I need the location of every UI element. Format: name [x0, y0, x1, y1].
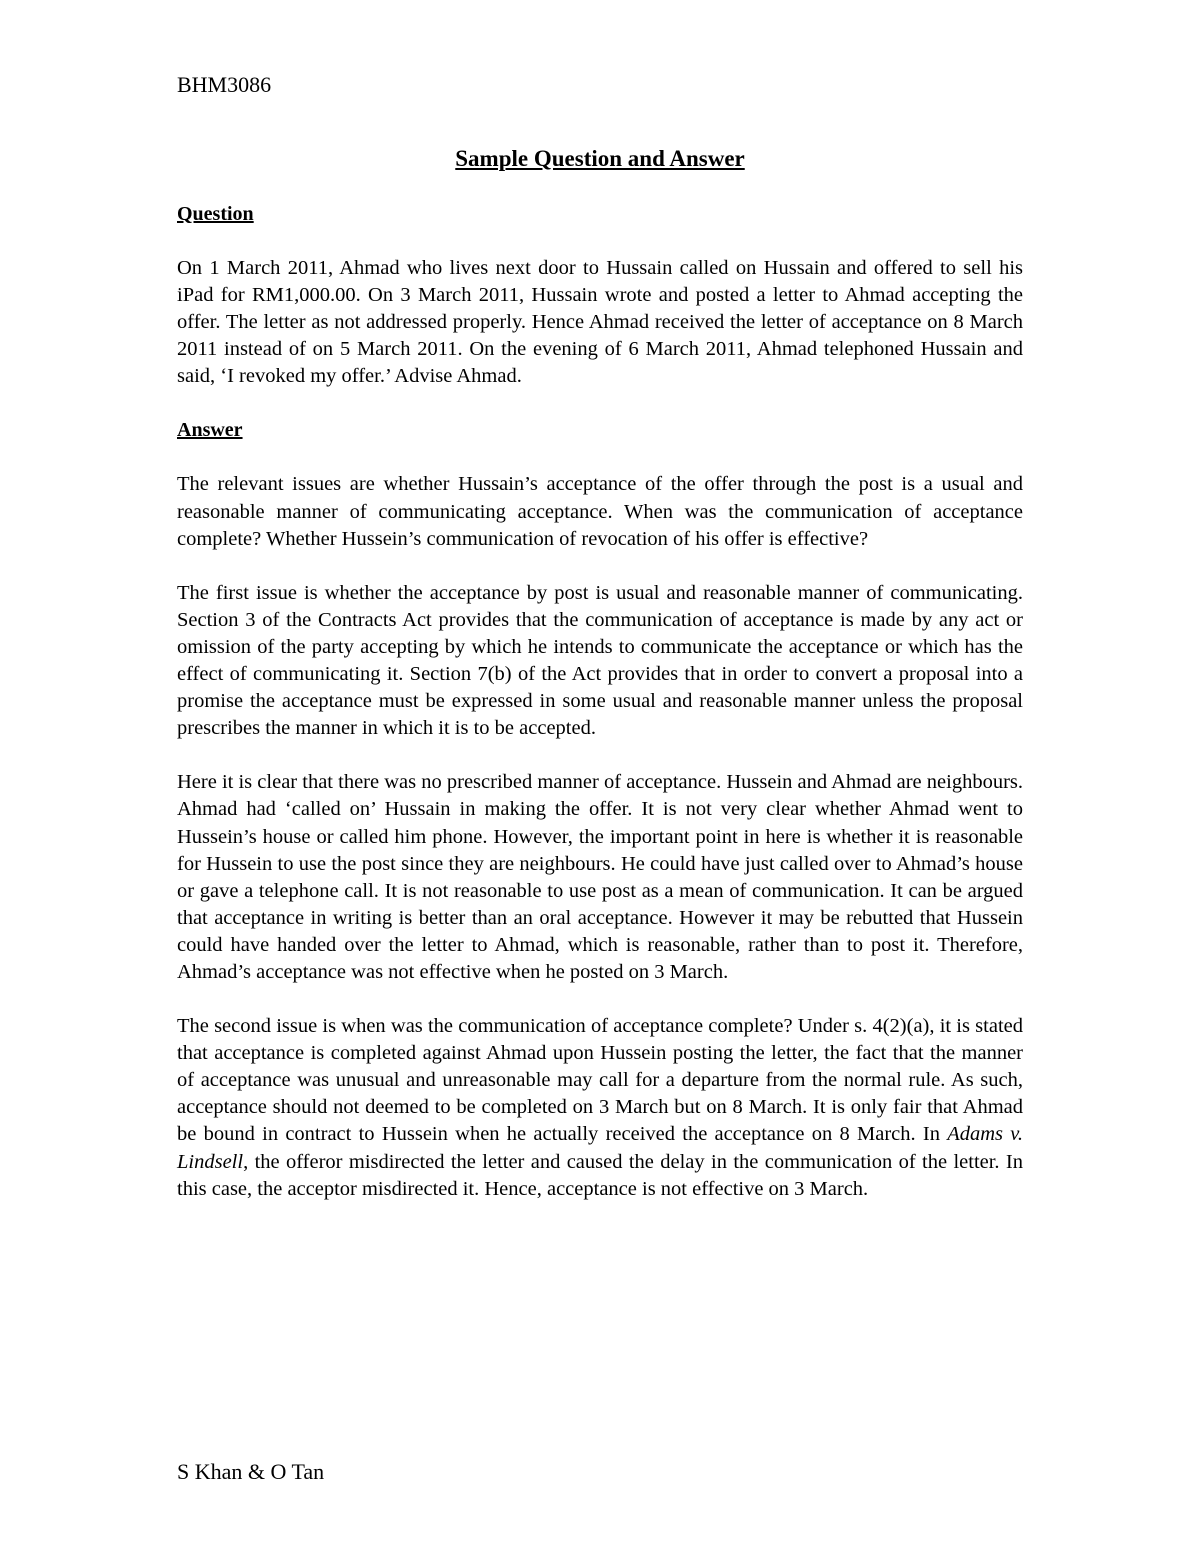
answer-heading: Answer: [177, 419, 243, 442]
document-body: [177, 201, 1023, 1203]
authors-footer: S Khan & O Tan: [177, 1459, 325, 1484]
question-text: On 1 March 2011, Ahmad who lives next door to Hussain called on Hussain and offered to sell his iPad for RM1,000.00. On 3 March 2011, Hussain wrote and posted a letter to Ahmad accepting the offer. The letter as not addressed properly. Hence Ahmad received the letter of acceptance on 8 March 2011 instead of on 5 March 2011. On the evening of 6 March 2011, Ahmad telephoned Hussain and said, ‘I revoked my offer.’ Advise Ahmad.: [177, 257, 1023, 388]
answer-paragraph-2: The first issue is whether the acceptance by post is usual and reasonable manner of communicating. Section 3 of the Contracts Act provides that the communication of acceptance is made by any act or omission of the party accepting by which he intends to communicate the acceptance or which has the effect of communicating it. Section 7(b) of the Act provides that in order to convert a proposal into a promise the acceptance must be expressed in some usual and reasonable manner unless the proposal prescribes the manner in which it is to be accepted.: [177, 581, 1023, 740]
question-heading: Question: [177, 203, 254, 225]
answer-paragraph-4-text-before: The second issue is when was the communication of acceptance complete? Under s. 4(2)(a), it is stated that acceptance is completed against Ahmad upon Hussein posting the letter, the fact that the manner of acceptance was unusual and unreasonable may call for a departure from the normal rule. As such, acceptance should not deemed to be completed on 3 March but on 8 March. It is only fair that Ahmad be bound in contract to Hussein when he actually received the acceptance on 8 March. In: [177, 1015, 1023, 1146]
case-citation: Adams v. Lindsell: [177, 1123, 1023, 1173]
answer-paragraph-1: The relevant issues are whether Hussain’s acceptance of the offer through the post is a usual and reasonable manner of communicating acceptance. When was the communication of acceptance complete? Whether Hussein’s communication of revocation of his offer is effective?: [177, 473, 1023, 550]
course-code-header: BHM3086: [177, 72, 272, 97]
page-title: Sample Question and Answer: [455, 146, 745, 171]
answer-paragraph-4-text-after: , the offeror misdirected the letter and caused the delay in the communication of the letter. In this case, the acceptor misdirected it. Hence, acceptance is not effective on 3 March.: [177, 1150, 1023, 1200]
answer-paragraph-3: Here it is clear that there was no prescribed manner of acceptance. Hussein and Ahmad are neighbours. Ahmad had ‘called on’ Hussain in making the offer. It is not very clear whether Ahmad went to Hussein’s house or called him phone. However, the important point in here is whether it is reasonable for Hussein to use the post since they are neighbours. He could have just called over to Ahmad’s house or gave a telephone call. It is not reasonable to use post as a mean of communication. It can be argued that acceptance in writing is better than an oral acceptance. However it may be rebutted that Hussein could have handed over the letter to Ahmad, which is reasonable, rather than to post it. Therefore, Ahmad’s acceptance was not effective when he posted on 3 March.: [177, 771, 1023, 983]
answer-paragraph-4: [177, 1013, 1023, 1203]
